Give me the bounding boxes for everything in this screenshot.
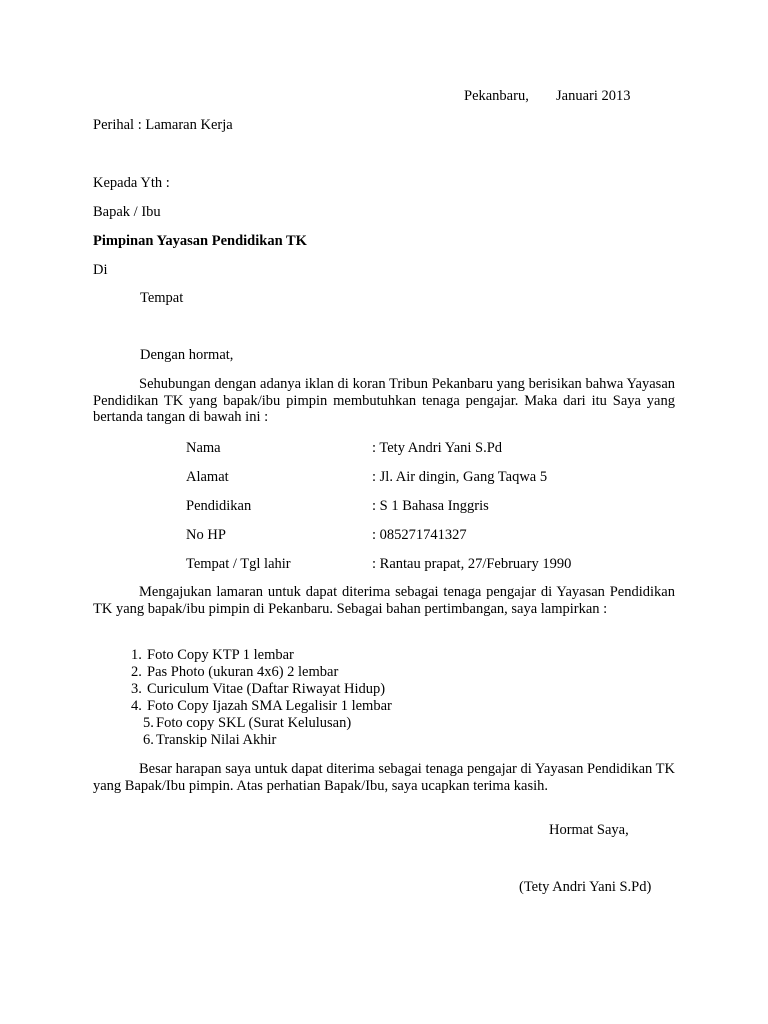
attachment-item [131, 698, 392, 714]
attachment-item [131, 664, 338, 680]
attachment-item [131, 681, 385, 697]
letter-subject: Perihal : Lamaran Kerja [93, 117, 233, 133]
letter-place: Pekanbaru, [464, 88, 529, 104]
recipient-tempat: Tempat [140, 290, 184, 306]
paragraph-closing-text: Besar harapan saya untuk dapat diterima sebagai tenaga pengajar di Yayasan Pendidikan TK yang Bapak/Ibu pimpin. Atas perhatian Bapak/Ibu, saya ucapkan terima kasih. [93, 761, 675, 794]
attachment-number: 2. [131, 664, 142, 680]
attachment-number: 5. [143, 715, 154, 731]
paragraph-closing [93, 761, 675, 794]
attachment-item [143, 732, 276, 748]
letter-date: Januari 2013 [556, 88, 631, 104]
field-label: No HP [186, 527, 226, 543]
field-value: : Rantau prapat, 27/February 1990 [372, 556, 572, 572]
field-value: : S 1 Bahasa Inggris [372, 498, 489, 514]
recipient-salutation: Bapak / Ibu [93, 204, 161, 220]
field-label: Nama [186, 440, 221, 456]
attachment-number: 4. [131, 698, 142, 714]
closing-salutation: Hormat Saya, [549, 822, 629, 838]
field-value: : Jl. Air dingin, Gang Taqwa 5 [372, 469, 548, 485]
recipient-di: Di [93, 262, 108, 278]
attachment-number: 6. [143, 732, 154, 748]
field-value: : Tety Andri Yani S.Pd [372, 440, 503, 456]
attachment-number: 1. [131, 647, 142, 663]
attachment-number: 3. [131, 681, 142, 697]
attachment-text: Pas Photo (ukuran 4x6) 2 lembar [147, 664, 339, 680]
paragraph-application [93, 584, 675, 617]
greeting: Dengan hormat, [140, 347, 234, 363]
attachment-item [143, 715, 351, 731]
paragraph-intro-text: Sehubungan dengan adanya iklan di koran Tribun Pekanbaru yang berisikan bahwa Yayasan Pendidikan TK yang bapak/ibu pimpin membutuhkan tenaga pengajar. Maka dari itu Saya yang bertanda tangan di bawah ini : [93, 376, 675, 425]
field-label: Alamat [186, 469, 229, 485]
signature-name: (Tety Andri Yani S.Pd) [519, 879, 652, 895]
attachment-item [131, 647, 294, 663]
paragraph-application-text: Mengajukan lamaran untuk dapat diterima sebagai tenaga pengajar di Yayasan Pendidikan TK yang bapak/ibu pimpin di Pekanbaru. Sebagai bahan pertimbangan, saya lampirkan : [93, 584, 675, 617]
attachment-text: Foto Copy KTP 1 lembar [147, 647, 294, 663]
field-label: Tempat / Tgl lahir [186, 556, 291, 572]
attachment-text: Foto copy SKL (Surat Kelulusan) [156, 715, 352, 731]
recipient-organization: Pimpinan Yayasan Pendidikan TK [93, 233, 307, 249]
attachment-text: Transkip Nilai Akhir [156, 732, 277, 748]
field-value: : 085271741327 [372, 527, 467, 543]
field-label: Pendidikan [186, 498, 252, 514]
paragraph-intro [93, 376, 675, 426]
attachment-text: Foto Copy Ijazah SMA Legalisir 1 lembar [147, 698, 392, 714]
recipient-to: Kepada Yth : [93, 175, 170, 191]
attachment-text: Curiculum Vitae (Daftar Riwayat Hidup) [147, 681, 386, 697]
